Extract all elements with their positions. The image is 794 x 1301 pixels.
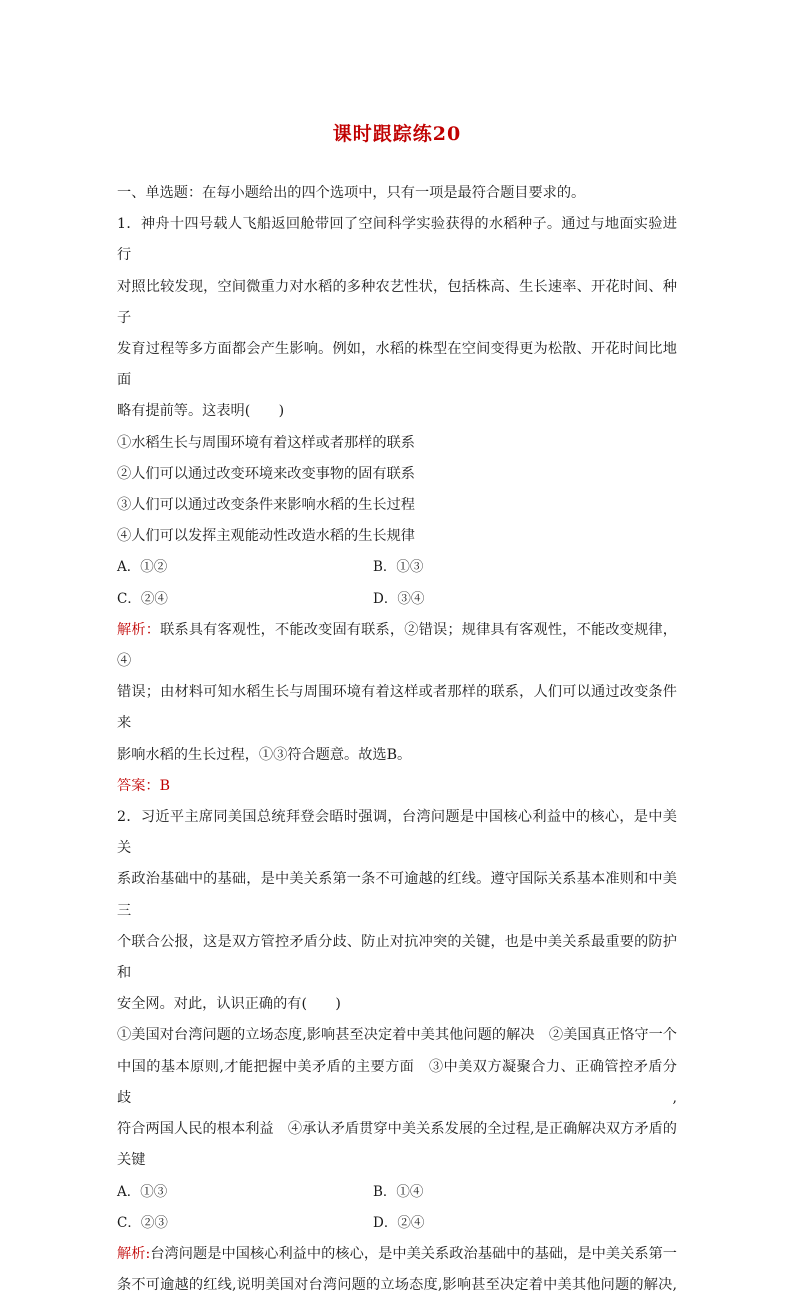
options-row — [117, 1208, 677, 1239]
option-b: B．①③ — [373, 559, 424, 576]
question-stem-line: 2．习近平主席同美国总统拜登会晤时强调，台湾问题是中国核心利益中的核心，是中美关 — [117, 809, 677, 857]
question-2 — [117, 802, 677, 1301]
analysis-line — [117, 1239, 677, 1270]
question-stem-line: 1．神舟十四号载人飞船返回舱带回了空间科学实验获得的水稻种子。通过与地面实验进行 — [117, 216, 677, 264]
analysis-line — [117, 615, 677, 677]
option-c: C．②④ — [117, 590, 168, 607]
analysis-label: 解析： — [117, 621, 161, 638]
question-stem-line: 略有提前等。这表明( ) — [117, 403, 285, 420]
statement: ①水稻生长与周围环境有着这样或者那样的联系 — [117, 434, 415, 451]
question-stem-line: 安全网。对此，认识正确的有( ) — [117, 996, 341, 1013]
statement: 关键 — [117, 1152, 146, 1169]
analysis-line: 影响水稻的生长过程，①③符合题意。故选B。 — [117, 746, 412, 763]
option-b: B．①④ — [373, 1183, 424, 1200]
answer-value: B — [159, 777, 171, 794]
page-title: 课时跟踪练20 — [332, 123, 462, 145]
option-c: C．②③ — [117, 1214, 168, 1231]
options-row — [117, 552, 677, 583]
analysis-text: 台湾问题是中国核心利益中的核心，是中美关系政治基础中的基础，是中美关系第一 — [150, 1245, 677, 1262]
question-1 — [117, 209, 677, 802]
statement: ①美国对台湾问题的立场态度,影响甚至决定着中美其他问题的解决 ②美国真正恪守一个 — [117, 1027, 677, 1044]
analysis-line: 条不可逾越的红线,说明美国对台湾问题的立场态度,影响甚至决定着中美其他问题的解决, — [117, 1277, 677, 1294]
options-row — [117, 1177, 677, 1208]
analysis-text: 联系具有客观性，不能改变固有联系，②错误；规律具有客观性，不能改变规律，④ — [117, 621, 677, 670]
option-a: A．①② — [117, 559, 168, 576]
analysis-label: 解析: — [117, 1245, 151, 1262]
option-d: D．②④ — [373, 1214, 425, 1231]
options-row — [117, 584, 677, 615]
option-a: A．①③ — [117, 1183, 168, 1200]
question-stem-line: 发育过程等多方面都会产生影响。例如，水稻的株型在空间变得更为松散、开花时间比地面 — [117, 341, 677, 389]
document-page — [117, 120, 677, 1301]
option-d: D．③④ — [373, 590, 425, 607]
question-stem-line: 对照比较发现，空间微重力对水稻的多种农艺性状，包括株高、生长速率、开花时间、种子 — [117, 278, 677, 326]
statement: ④人们可以发挥主观能动性改造水稻的生长规律 — [117, 528, 415, 545]
question-stem-line: 系政治基础中的基础，是中美关系第一条不可逾越的红线。遵守国际关系基本准则和中美三 — [117, 871, 677, 919]
answer-line — [117, 771, 677, 802]
answer-label: 答案： — [117, 777, 160, 794]
section-heading: 一、单选题：在每小题给出的四个选项中，只有一项是最符合题目要求的。 — [117, 185, 586, 201]
statement: ③人们可以通过改变条件来影响水稻的生长过程 — [117, 497, 415, 514]
statement: 符合两国人民的根本利益 ④承认矛盾贯穿中美关系发展的全过程,是正确解决双方矛盾的 — [117, 1121, 677, 1138]
statement: ②人们可以通过改变环境来改变事物的固有联系 — [117, 465, 415, 482]
question-stem-line: 个联合公报，这是双方管控矛盾分歧、防止对抗冲突的关键，也是中美关系最重要的防护和 — [117, 933, 677, 982]
analysis-line: 错误；由材料可知水稻生长与周围环境有着这样或者那样的联系，人们可以通过改变条件来 — [117, 684, 677, 732]
statement: 中国的基本原则,才能把握中美矛盾的主要方面 ③中美双方凝聚合力、正确管控矛盾分歧, — [117, 1058, 677, 1106]
